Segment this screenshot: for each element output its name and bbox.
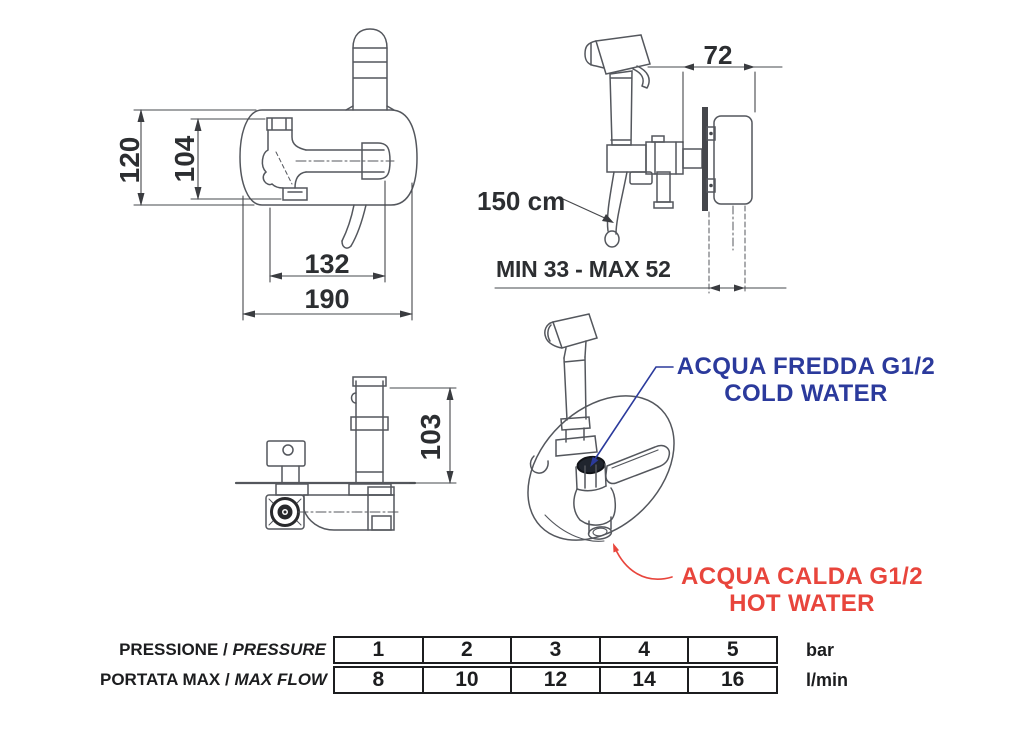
flow-label-en: MAX FLOW — [234, 670, 327, 689]
hot-water-line1: ACQUA CALDA G1/2 — [681, 563, 923, 590]
pressure-value-cell: 1 — [372, 638, 385, 661]
pressure-label-it: PRESSIONE / — [119, 640, 228, 659]
flow-value-cell: 10 — [422, 668, 511, 692]
pressure-unit-label: bar — [806, 640, 835, 660]
flow-row-label — [100, 666, 326, 694]
flow-label-it: PORTATA MAX / — [100, 670, 230, 689]
pressure-value-cell: 5 — [687, 638, 776, 662]
flow-value-cell: 12 — [510, 668, 599, 692]
dim-plan-height-label: 103 — [415, 413, 446, 461]
cold-water-annotation — [666, 353, 946, 407]
dim-overall-width-label: 190 — [304, 284, 350, 314]
cold-water-line2: COLD WATER — [724, 380, 888, 407]
flow-unit-label: l/min — [806, 670, 849, 690]
hot-water-annotation — [662, 563, 942, 617]
cold-water-line1: ACQUA FREDDA G1/2 — [676, 353, 936, 380]
pressure-values-row — [333, 636, 778, 664]
dim-depth-label: 72 — [703, 40, 733, 70]
cold-water-leader — [590, 367, 673, 467]
pressure-value-cell: 2 — [422, 638, 511, 662]
dim-overall-height-label: 120 — [114, 136, 145, 184]
flow-value-cell: 14 — [599, 668, 688, 692]
pressure-value-cell: 4 — [599, 638, 688, 662]
hose-length-label: 150 cm — [477, 186, 566, 216]
side-view-drawing — [495, 35, 786, 293]
dim-inner-width-label: 132 — [304, 249, 350, 279]
dim-cartridge-height-label: 104 — [169, 135, 200, 183]
flow-values-row — [333, 666, 778, 694]
hot-water-line2: HOT WATER — [729, 590, 875, 617]
pressure-value-cell: 3 — [510, 638, 599, 662]
flow-value-cell: 8 — [372, 668, 385, 691]
flow-value-cell: 16 — [687, 668, 776, 692]
recess-range-label: MIN 33 - MAX 52 — [496, 256, 671, 282]
pressure-row-label — [100, 636, 326, 664]
pressure-label-en: PRESSURE — [232, 640, 326, 659]
